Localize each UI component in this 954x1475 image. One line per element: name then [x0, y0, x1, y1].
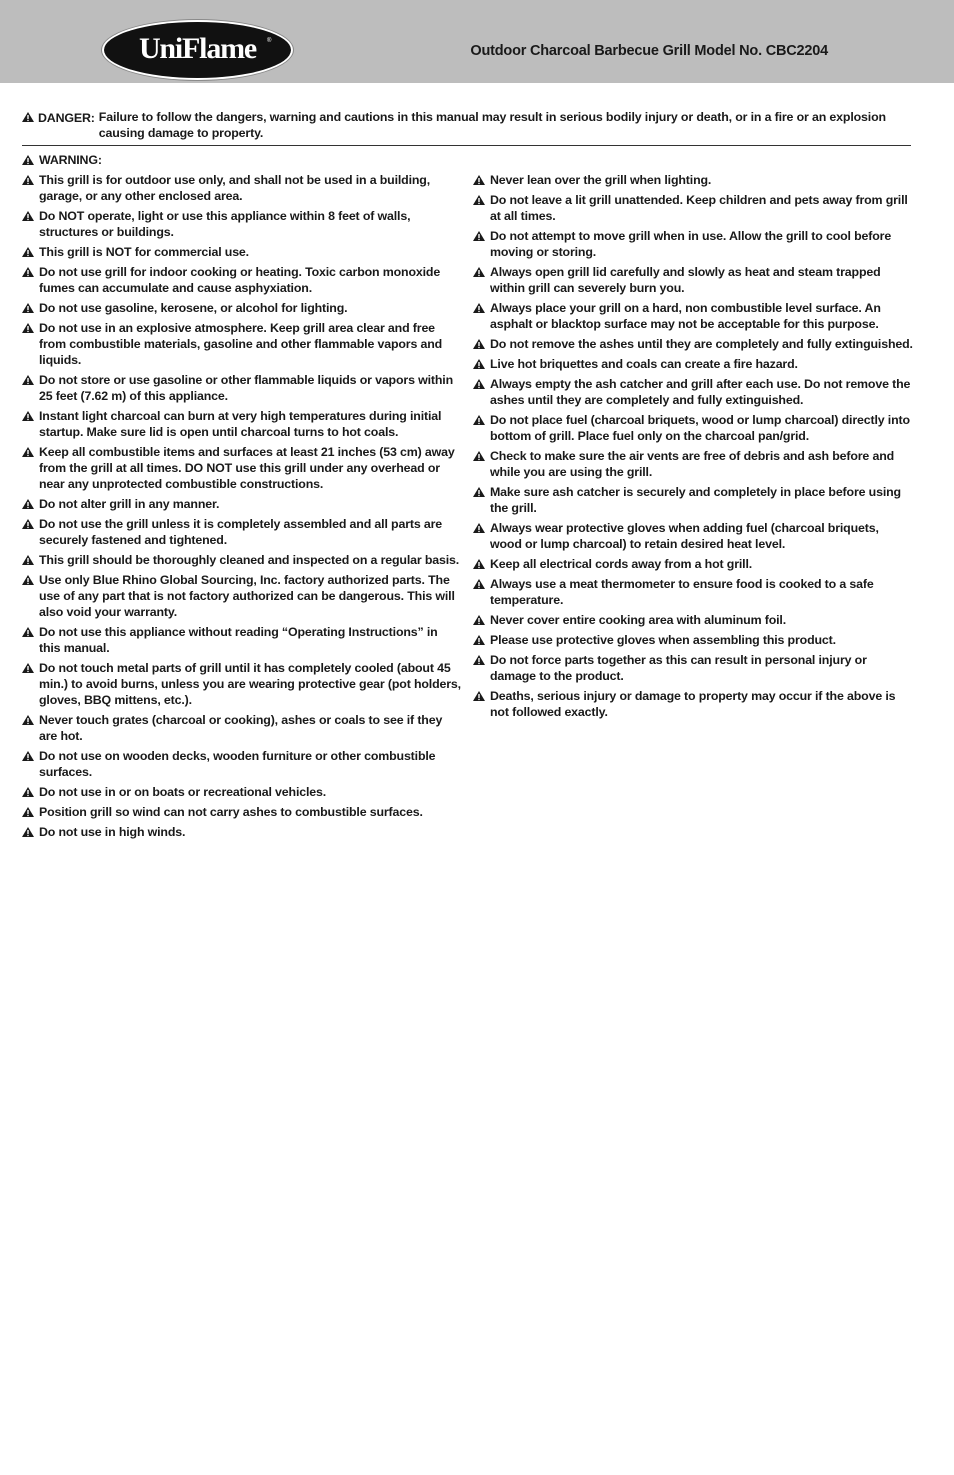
warning-item-text: Do not use gasoline, kerosene, or alcohol for lighting. — [39, 301, 348, 315]
manual-title: Outdoor Charcoal Barbecue Grill Model No. CBC2204 — [470, 43, 828, 59]
danger-notice — [22, 109, 910, 141]
warning-item — [22, 320, 462, 368]
warning-triangle-icon — [22, 303, 34, 313]
warning-item — [473, 264, 913, 296]
warning-list-left — [22, 172, 462, 840]
warning-item — [22, 172, 462, 204]
warning-triangle-icon — [22, 447, 34, 457]
warning-item-text: Live hot briquettes and coals can create a fire hazard. — [490, 357, 798, 371]
warning-list-right — [473, 172, 913, 720]
warning-item — [473, 192, 913, 224]
warning-triangle-icon — [473, 303, 485, 313]
warning-item — [473, 228, 913, 260]
warning-item — [473, 172, 913, 188]
warning-item-text: Position grill so wind can not carry ashes to combustible surfaces. — [39, 805, 423, 819]
warning-item — [473, 520, 913, 552]
warning-triangle-icon — [22, 575, 34, 585]
page-header — [0, 0, 954, 83]
warning-item — [473, 632, 913, 648]
warning-triangle-icon — [22, 715, 34, 725]
warning-item — [473, 376, 913, 408]
warning-item — [22, 208, 462, 240]
warning-item-text: Do not place fuel (charcoal briquets, wood or lump charcoal) directly into bottom of grill. Place fuel only on the charcoal pan/grid. — [490, 413, 910, 443]
warning-item-text: Do not remove the ashes until they are completely and fully extinguished. — [490, 337, 913, 351]
warning-item — [22, 784, 462, 800]
warning-item-text: Use only Blue Rhino Global Sourcing, Inc. factory authorized parts. The use of any part that is not factory authorized can be dangerous. This will also void your warranty. — [39, 573, 455, 619]
warning-item — [473, 412, 913, 444]
warning-item — [22, 372, 462, 404]
warning-item — [473, 688, 913, 720]
warning-triangle-icon — [22, 175, 34, 185]
section-divider — [22, 145, 911, 146]
warning-item — [473, 652, 913, 684]
warning-item — [473, 300, 913, 332]
warning-item-text: Do not leave a lit grill unattended. Keep children and pets away from grill at all times. — [490, 193, 908, 223]
warning-item-text: Instant light charcoal can burn at very high temperatures during initial startup. Make sure lid is open until charcoal turns to hot coals. — [39, 409, 442, 439]
danger-label: DANGER: — [38, 111, 95, 125]
warning-item — [473, 356, 913, 372]
warning-triangle-icon — [22, 663, 34, 673]
warning-item-text: Do not use in high winds. — [39, 825, 186, 839]
warning-triangle-icon — [22, 827, 34, 837]
warning-item-text: Do NOT operate, light or use this appliance within 8 feet of walls, structures or buildings. — [39, 209, 411, 239]
warning-item-text: Never touch grates (charcoal or cooking), ashes or coals to see if they are hot. — [39, 713, 443, 743]
warning-item-text: Never lean over the grill when lighting. — [490, 173, 712, 187]
warning-item-text: Do not attempt to move grill when in use. Allow the grill to cool before moving or storing. — [490, 229, 892, 259]
warning-item-text: Do not store or use gasoline or other flammable liquids or vapors within 25 feet (7.62 m) of this appliance. — [39, 373, 453, 403]
warning-item — [22, 244, 462, 260]
warning-item-text: Do not use grill for indoor cooking or heating. Toxic carbon monoxide fumes can accumulate and cause asphyxiation. — [39, 265, 441, 295]
warning-item-text: Always open grill lid carefully and slowly as heat and steam trapped within grill can severely burn you. — [490, 265, 881, 295]
warning-item-text: Do not force parts together as this can result in personal injury or damage to the product. — [490, 653, 867, 683]
warning-triangle-icon — [22, 411, 34, 421]
warning-triangle-icon — [22, 267, 34, 277]
warning-triangle-icon — [22, 112, 34, 122]
warning-item — [22, 572, 462, 620]
warning-item-text: Do not use the grill unless it is completely assembled and all parts are securely fastened and tightened. — [39, 517, 443, 547]
warning-item-text: Do not use in or on boats or recreational vehicles. — [39, 785, 327, 799]
warning-item — [22, 660, 462, 708]
warning-item-text: Check to make sure the air vents are free of debris and ash before and while you are using the grill. — [490, 449, 895, 479]
warning-item-text: Deaths, serious injury or damage to property may occur if the above is not followed exactly. — [490, 689, 896, 719]
warning-triangle-icon — [473, 451, 485, 461]
warning-heading: WARNING: — [39, 153, 102, 167]
warning-item — [473, 612, 913, 628]
warning-item-text: Do not use on wooden decks, wooden furniture or other combustible surfaces. — [39, 749, 436, 779]
warning-triangle-icon — [473, 175, 485, 185]
warning-triangle-icon — [473, 655, 485, 665]
danger-text: Failure to follow the dangers, warning and cautions in this manual may result in serious bodily injury or death, or in a fire or an explosion causing damage to property. — [98, 110, 886, 140]
warning-triangle-icon — [473, 523, 485, 533]
warning-item-text: This grill is NOT for commercial use. — [39, 245, 249, 259]
warning-triangle-icon — [22, 787, 34, 797]
warning-triangle-icon — [22, 247, 34, 257]
warning-column-right — [473, 172, 913, 724]
warning-triangle-icon — [473, 559, 485, 569]
warning-triangle-icon — [473, 379, 485, 389]
warning-heading-row — [22, 152, 462, 168]
warning-item-text: This grill should be thoroughly cleaned and inspected on a regular basis. — [39, 553, 460, 567]
warning-triangle-icon — [22, 211, 34, 221]
warning-item — [22, 804, 462, 820]
warning-item — [22, 408, 462, 440]
warning-item — [22, 264, 462, 296]
warning-triangle-icon — [22, 499, 34, 509]
warning-item — [473, 336, 913, 352]
warning-column-left — [22, 152, 462, 844]
warning-triangle-icon — [22, 751, 34, 761]
warning-triangle-icon — [473, 231, 485, 241]
warning-item — [22, 624, 462, 656]
warning-item — [22, 552, 462, 568]
warning-triangle-icon — [473, 195, 485, 205]
logo-brand-text: UniFlame — [138, 32, 257, 65]
warning-triangle-icon — [473, 691, 485, 701]
warning-triangle-icon — [22, 555, 34, 565]
warning-item-text: Keep all electrical cords away from a hot grill. — [490, 557, 753, 571]
warning-item-text: Always use a meat thermometer to ensure food is cooked to a safe temperature. — [490, 577, 874, 607]
warning-triangle-icon — [22, 627, 34, 637]
warning-item — [22, 712, 462, 744]
warning-triangle-icon — [22, 375, 34, 385]
warning-item-text: Make sure ash catcher is securely and completely in place before using the grill. — [490, 485, 901, 515]
warning-item — [473, 484, 913, 516]
warning-triangle-icon — [22, 155, 34, 165]
uniflame-logo — [104, 22, 291, 78]
warning-triangle-icon — [22, 519, 34, 529]
registered-mark: ® — [267, 38, 272, 44]
warning-triangle-icon — [473, 415, 485, 425]
warning-item — [473, 448, 913, 480]
warning-item-text: Always place your grill on a hard, non combustible level surface. An asphalt or blacktop surface may not be acceptable for this purpose. — [490, 301, 881, 331]
warning-item — [22, 496, 462, 512]
warning-item-text: Do not touch metal parts of grill until it has completely cooled (about 45 min.) to avoid burns, unless you are wearing protective gear (pot holders, gloves, BBQ mittens, etc.). — [39, 661, 461, 707]
warning-item-text: Always empty the ash catcher and grill after each use. Do not remove the ashes until they are completely and fully extinguished. — [490, 377, 911, 407]
warning-item — [22, 300, 462, 316]
warning-item-text: Always wear protective gloves when adding fuel (charcoal briquets, wood or lump charcoal) to retain desired heat level. — [490, 521, 879, 551]
warning-item-text: Keep all combustible items and surfaces at least 21 inches (53 cm) away from the grill at all times. DO NOT use this grill under any overhead or near any unprotected combustible constructions. — [39, 445, 455, 491]
warning-triangle-icon — [473, 359, 485, 369]
warning-item-text: Please use protective gloves when assembling this product. — [490, 633, 836, 647]
warning-item-text: Never cover entire cooking area with aluminum foil. — [490, 613, 787, 627]
warning-item-text: Do not alter grill in any manner. — [39, 497, 220, 511]
warning-triangle-icon — [473, 635, 485, 645]
warning-triangle-icon — [473, 267, 485, 277]
warning-triangle-icon — [473, 487, 485, 497]
warning-item-text: This grill is for outdoor use only, and shall not be used in a building, garage, or any other enclosed area. — [39, 173, 430, 203]
warning-item — [22, 444, 462, 492]
warning-triangle-icon — [473, 615, 485, 625]
warning-triangle-icon — [473, 579, 485, 589]
warning-triangle-icon — [22, 807, 34, 817]
warning-triangle-icon — [22, 323, 34, 333]
warning-triangle-icon — [473, 339, 485, 349]
warning-item — [22, 748, 462, 780]
warning-item — [22, 516, 462, 548]
warning-item — [473, 556, 913, 572]
warning-item-text: Do not use in an explosive atmosphere. Keep grill area clear and free from combustible materials, gasoline and other flammable vapors and liquids. — [39, 321, 443, 367]
warning-item — [22, 824, 462, 840]
warning-item-text: Do not use this appliance without reading “Operating Instructions” in this manual. — [39, 625, 438, 655]
warning-item — [473, 576, 913, 608]
